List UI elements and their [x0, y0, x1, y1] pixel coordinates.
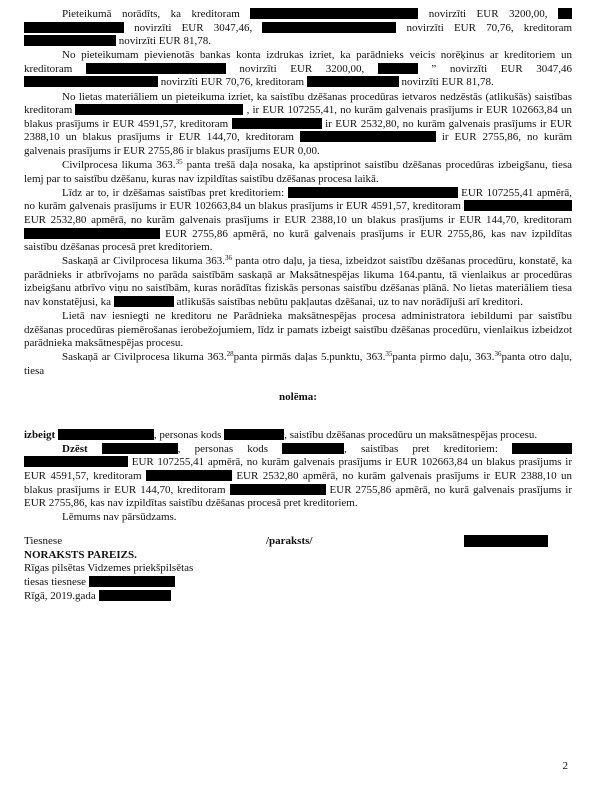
text: , ir EUR 107255,41, no kurām galvenais prasījums ir EUR 102663,84 un blakus prasījums ir EUR 4591,57, kreditoram — [24, 104, 573, 130]
judge-line — [24, 576, 193, 590]
redaction-bar — [558, 8, 572, 19]
text: panta pirmās daļas 5.punktu, 363. — [233, 351, 386, 364]
redaction-bar — [512, 443, 572, 454]
text: No pieteikumam pievienotās bankas konta izdrukas izriet, ka parādnieks veicis norēķinus ar kreditoriem un kreditoram — [24, 49, 572, 75]
text: Civilprocesa likuma 363. — [62, 159, 176, 172]
text: novirzīti EUR 70,76, kreditoram — [406, 21, 573, 34]
text: , saistību dzēšanas procedūru un maksātnespējas procesu. — [284, 428, 538, 441]
signature-block — [24, 535, 572, 605]
redaction-bar — [58, 429, 154, 440]
paragraph-8 — [24, 351, 572, 378]
place-date-line — [24, 590, 193, 604]
text: novirzīti EUR 81,78. — [118, 35, 212, 48]
text: Saskaņā ar Civilprocesa likuma 363. — [62, 255, 225, 268]
text: , saistības pret kreditoriem: — [344, 442, 498, 455]
text: novirzīti EUR 3200,00, — [428, 8, 548, 20]
text: panta otro daļu, tiesa — [24, 351, 572, 377]
redaction-bar — [24, 228, 160, 239]
redaction-bar — [250, 8, 418, 19]
text: ir EUR 2532,80, no kurām galvenais prasījums ir EUR 2388,10 un blakus prasījums ir EUR 144,70, kreditoram — [24, 117, 573, 144]
redaction-bar — [262, 22, 396, 33]
redaction-bar — [300, 131, 436, 142]
place-date: Rīgā, 2019.gada — [24, 589, 96, 602]
text: , personas kods — [177, 442, 268, 455]
superscript: 36 — [494, 350, 502, 359]
redaction-bar — [464, 535, 548, 547]
superscript: 36 — [225, 254, 232, 263]
redaction-bar — [114, 296, 174, 307]
text: novirzīti EUR 3047,46, — [134, 21, 253, 34]
redaction-bar — [24, 22, 124, 33]
document-body — [24, 8, 572, 605]
redaction-bar — [232, 118, 322, 129]
redaction-bar — [288, 187, 458, 198]
text: EUR 107255,41 apmērā, no kurām galvenais prasījums ir EUR 102663,84 un blakus prasījums ir EUR 4591,57, kreditoram — [24, 456, 572, 482]
redaction-bar — [89, 576, 175, 587]
page-number: 2 — [562, 760, 568, 772]
text: No lietas materiāliem un pieteikuma izriet, ka saistību dzēšanas procedūras ietvaros nedzēstās (atlikušās) saistības kreditoram — [24, 90, 572, 117]
text: Pieteikumā norādīts, ka kreditoram — [62, 8, 240, 20]
paragraph-5 — [24, 187, 572, 255]
judge-role: Tiesnese — [24, 535, 63, 548]
paragraph-4 — [24, 159, 572, 186]
text: panta pirmo daļu, 363. — [392, 351, 495, 364]
redaction-bar — [230, 484, 326, 495]
decision-dzest — [24, 443, 572, 511]
judge-label: tiesas tiesnese — [24, 576, 87, 589]
redaction-bar — [24, 35, 116, 46]
text: Līdz ar to, ir dzēšamas saistības pret kreditoriem: — [62, 186, 285, 199]
text: , personas kods — [153, 428, 222, 441]
redaction-bar — [146, 470, 232, 481]
copy-correct: NORAKSTS PAREIZS. — [24, 548, 137, 561]
redaction-bar — [24, 456, 128, 467]
redaction-bar — [75, 104, 243, 115]
text: ” novirzīti EUR 3047,46 — [431, 62, 573, 75]
redaction-bar — [24, 76, 158, 87]
final-note: Lēmums nav pārsūdzams. — [62, 511, 177, 524]
redaction-bar — [86, 63, 226, 74]
paragraph-3 — [24, 91, 572, 159]
text: panta trešā daļa nosaka, ka apstiprinot saistību dzēšanas procedūras izbeigšanu, tiesa lemj par to saistību dzēšanu, kuras nav izpildītas saistību dzēšanas procesa laikā. — [24, 159, 572, 185]
decision-verb: Dzēst — [62, 442, 88, 455]
paragraph-2 — [24, 49, 572, 90]
decision-heading: nolēma: — [279, 391, 317, 404]
text: panta otro daļu, ja tiesa, izbeidzot saistību dzēšanas procedūru, konstatē, ka parādnieks ir atbrīvojams no parāda saistībām saskaņā ar Maksātnespējas likuma 164.pantu, tā vienlaikus ar procedūras izbeigšanu atbrīvo viņu no saistībām, kuras norādītas fiziskās personas saistību dzēšanas plānā. No lietas materiāliem tiesa nav konstatējusi, ka — [24, 255, 572, 308]
redaction-bar — [282, 443, 344, 454]
redaction-bar — [378, 63, 418, 74]
redaction-bar — [224, 429, 284, 440]
decision-izbeigt — [24, 429, 572, 443]
redaction-bar — [99, 590, 171, 601]
text: novirzīti EUR 3200,00, — [239, 62, 365, 75]
text: EUR 2755,86 apmērā, no kurā galvenais prasījums ir EUR 2755,86, kas nav izpildītas saistību dzēšanas procesā pret kreditoriem. — [24, 483, 573, 510]
text: novirzīti EUR 81,78. — [401, 76, 494, 89]
text: EUR 2532,80 apmērā, no kurām galvenais prasījums ir EUR 2388,10 un blakus prasījums ir EUR 144,70, kreditoram — [24, 213, 572, 226]
text: novirzīti EUR 70,76, kreditoram — [160, 76, 305, 89]
text: ir EUR 2755,86, no kurām galvenais prasījums ir EUR 2755,86 ir blakus prasījums EUR 0,00. — [24, 131, 573, 157]
court-name: Rīgas pilsētas Vidzemes priekšpilsētas — [24, 562, 194, 575]
redaction-bar — [307, 76, 399, 87]
signature-left — [24, 535, 193, 603]
superscript: 35 — [175, 158, 183, 167]
decision-verb: izbeigt — [24, 428, 56, 441]
paragraph-7: Lietā nav iesniegti ne kreditoru ne Parādnieka maksātnespējas procesa administratora iebildumi par saistību dzēšanas procedūras piemērošanas ierobežojumiem, līdz ir pamats izbeigt saistību dzēšanas procedūru, vienlaikus izbeidzot parādnieka maksātnespējas procesu. — [24, 310, 572, 350]
text: Saskaņā ar Civilprocesa likuma 363. — [62, 351, 227, 364]
superscript: 35 — [385, 350, 393, 359]
paragraph-6 — [24, 255, 572, 309]
superscript: 28 — [226, 350, 234, 359]
paragraph-1 — [24, 8, 572, 49]
redaction-bar — [102, 443, 178, 454]
text: EUR 107255,41 apmērā, no kurām galvenais prasījums ir EUR 102663,84 un blakus prasījums ir EUR 4591,57, kreditoram — [24, 186, 572, 213]
text: EUR 2532,80 apmērā, no kurām galvenais prasījums ir EUR 2388,10 un blakus prasījums ir EUR 144,70, kreditoram — [24, 469, 572, 496]
text: EUR 2755,86 apmērā, no kurā galvenais prasījums ir EUR 2755,86, kas nav izpildītas saistību dzēšanas procesā pret kreditoriem. — [24, 227, 572, 254]
redaction-bar — [464, 200, 572, 211]
text: atlikušās saistības nebūtu pakļautas dzēšanai, uz to nav norādījuši arī kreditori. — [176, 295, 523, 308]
signed-mark: /paraksts/ — [266, 535, 313, 548]
